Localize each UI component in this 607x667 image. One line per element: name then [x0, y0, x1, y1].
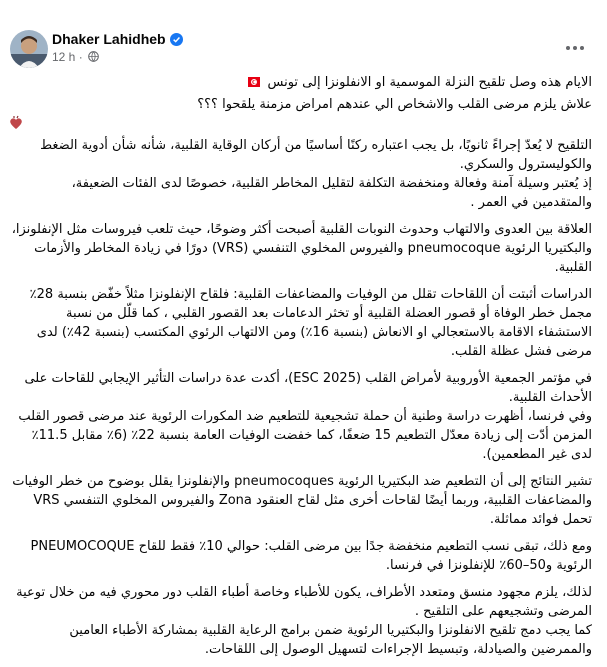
post-text: [8, 70, 592, 667]
paragraph-2: [8, 220, 592, 277]
paragraph-2-line-1: العلاقة بين العدوى والالتهاب وحدوث النوبات القلبية أصبحت أكثر وضوحًا، حيث تلعب فيروسات مثل الإنفلونزا، والبكتيريا الرئوية pneumocoque والفيروس المخلوي التنفسي (VRS) دورًا في زيادة المخاطر والأزمات القلبية.: [11, 222, 592, 275]
paragraph-7-line-1: لذلك، يلزم مجهود منسق ومتعدد الأطراف، يكون للأطباء وخاصة أطباء القلب دور محوري فيه من خلال توعية المرضى وتشجيعهم على التلقيح .: [16, 585, 592, 619]
author-name[interactable]: [52, 31, 183, 47]
meta-separator: ·: [78, 50, 83, 64]
globe-icon: [88, 51, 99, 62]
paragraph-1: [8, 136, 592, 212]
more-options-icon: [566, 46, 584, 50]
paragraph-6-line-1: ومع ذلك، تبقى نسب التطعيم منخفضة جدًا بين مرضى القلب: حوالي 10٪ فقط للقاح PNEUMOCOQUE الرئوية و50–60٪ للإنفلونزا في فرنسا.: [30, 539, 592, 573]
paragraph-6: [8, 537, 592, 575]
post-header: [0, 0, 607, 70]
verified-badge-icon: [170, 33, 183, 46]
paragraph-5-line-1: تشير النتائج إلى أن التطعيم ضد البكتيريا الرئوية pneumocoques والإنفلونزا يقلل بوضوح من خطر الوفيات والمضاعفات القلبية، وربما أيضًا لقاحات أخرى مثل لقاح العنقود Zona والفيروس المخلوي التنفسي VRS تحمل فوائد مماثلة.: [12, 474, 592, 527]
post-time[interactable]: 12 h: [52, 50, 76, 64]
paragraph-4-line-2: وفي فرنسا، أظهرت دراسة وطنية أن حملة تشجيعية للتطعيم ضد المكورات الرئوية عند مرضى قصور القلب المزمن أدّت إلى زيادة معدّل التطعيم 15 ضعفًا، كما خفضت الوفيات العامة بنسبة 22٪ (6٪ مقابل 11.5٪ لدى غير المطعمين).: [18, 409, 592, 462]
tunisia-flag-icon: [248, 77, 260, 87]
paragraph-1-line-1: التلقيح لا يُعدّ إجراءً ثانويًا، بل يجب اعتباره ركنًا أساسيًا من أركان الوقاية القلبية، شأنه شأن أدوية الضغط والكوليسترول والسكري.: [40, 138, 592, 172]
more-options-button[interactable]: [563, 36, 587, 60]
heart-emoji-row: [8, 115, 592, 133]
paragraph-7-line-2: كما يجب دمج تلقيح الانفلونزا والبكتيريا الرئوية ضمن برامج الرعاية القلبية بمشاركة الأطباء العامين والممرضين والصيادلة، وتبسيط الإجراءات لتسهيل الوصول إلى اللقاحات.: [69, 623, 592, 657]
paragraph-3-line-1: الدراسات أثبتت أن اللقاحات تقلل من الوفيات والمضاعفات القلبية: فلقاح الإنفلونزا مثلاً خفّض بنسبة 28٪ مجمل خطر الوفاة أو قصور العضلة القلبية أو تخثر الدعامات بعد القصور القلبي ، كما قلّل من نسبة الاستشفاء الاقامة بالاستعجالي او الانعاش (بنسبة 16٪) ومن الالتهاب الرئوي المكتسب (بنسبة 42٪) لدى مرضى فشل عظلة القلب.: [29, 287, 592, 359]
paragraph-4: [8, 369, 592, 464]
paragraph-1-line-2: إذ يُعتبر وسيلة آمنة وفعالة ومنخفضة التكلفة لتقليل المخاطر القلبية، خصوصًا لدى الفئات الضعيفة، والمتقدمين في العمر .: [71, 176, 592, 210]
post-meta: [52, 50, 99, 64]
intro-line-1: [8, 73, 592, 92]
intro-line-1-text: الايام هذه وصل تلقيح النزلة الموسمية او الانفلونزا إلى تونس: [267, 75, 592, 90]
paragraph-4-line-1: في مؤتمر الجمعية الأوروبية لأمراض القلب (ESC 2025)، أكدت عدة دراسات التأثير الإيجابي للقاحات على الأحداث القلبية.: [24, 371, 592, 405]
avatar[interactable]: [10, 30, 48, 68]
paragraph-5: [8, 472, 592, 529]
paragraph-3: [8, 285, 592, 361]
author-name-text[interactable]: Dhaker Lahidheb: [52, 31, 166, 47]
anatomical-heart-icon: [8, 115, 24, 131]
intro-line-2: علاش يلزم مرضى القلب والاشخاص الي عندهم امراض مزمنة يلقحوا ؟؟؟: [197, 97, 592, 112]
paragraph-7: [8, 583, 592, 659]
